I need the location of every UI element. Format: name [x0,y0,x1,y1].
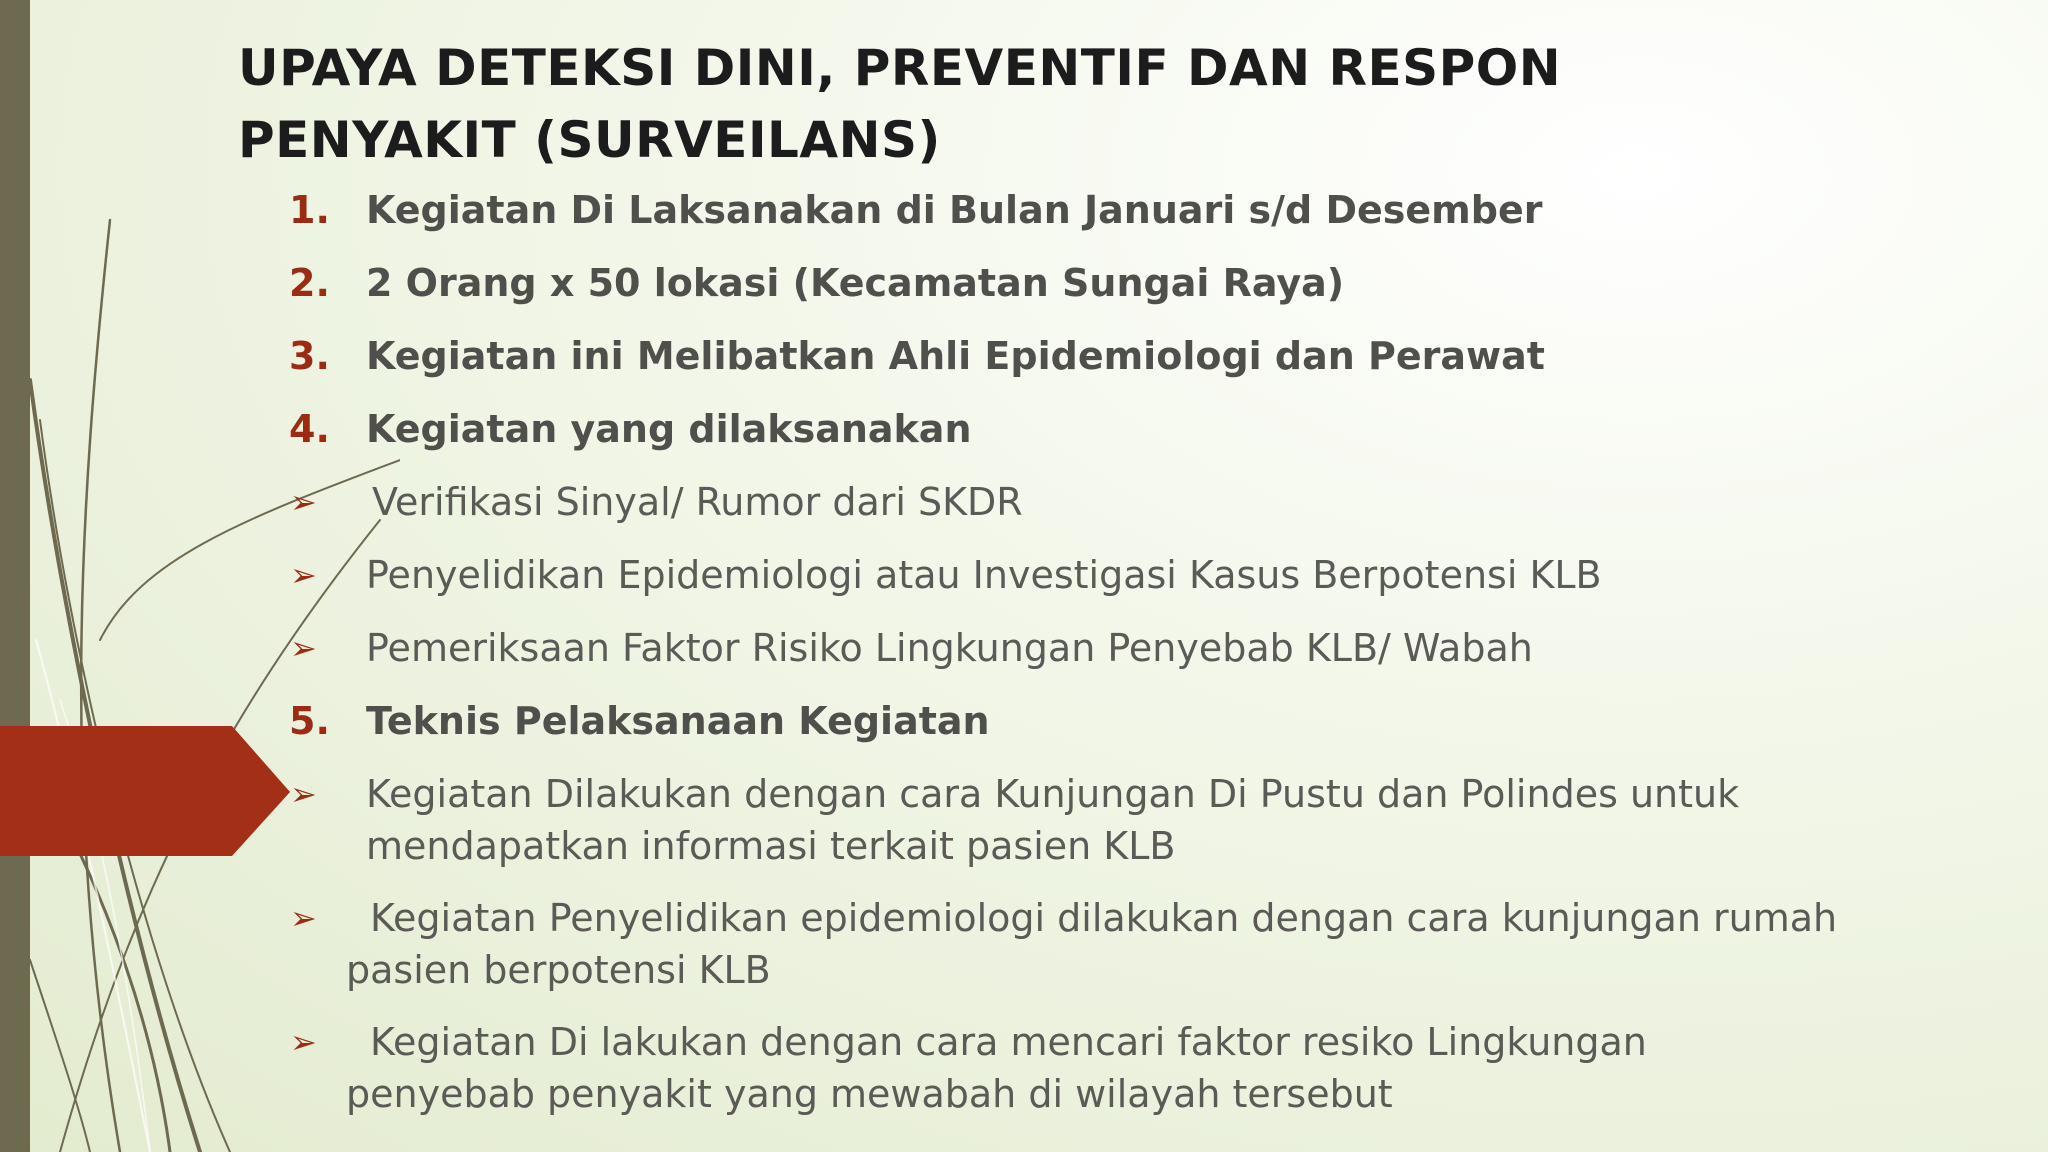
item-number: 4. [289,407,330,451]
item-text: Teknis Pelaksanaan Kegiatan [366,699,990,743]
arrow-bullet-icon: ➢ [290,1023,317,1061]
slide-title-line-1: UPAYA DETEKSI DINI, PREVENTIF DAN RESPON [238,39,1562,97]
bullet-text: Verifikasi Sinyal/ Rumor dari SKDR [372,480,1023,524]
item-text: Kegiatan yang dilaksanakan [366,407,972,451]
bullet-text: Kegiatan Penyelidikan epidemiologi dilakukan dengan cara kunjungan rumah pasien berpotensi KLB [346,896,1838,992]
bullet-text: Penyelidikan Epidemiologi atau Investigasi Kasus Berpotensi KLB [366,553,1602,597]
bullet-text: Kegiatan Di lakukan dengan cara mencari faktor resiko Lingkungan penyebab penyakit yang mewabah di wilayah tersebut [346,1020,1647,1116]
slide-title [238,32,1738,176]
bullet-text: Pemeriksaan Faktor Risiko Lingkungan Penyebab KLB/ Wabah [366,626,1533,670]
bullet-text: Kegiatan Dilakukan dengan cara Kunjungan Di Pustu dan Polindes untuk mendapatkan informasi terkait pasien KLB [366,772,1740,868]
item-number: 2. [289,261,330,305]
arrow-bullet-icon: ➢ [290,899,317,937]
arrow-bullet-icon: ➢ [290,629,317,667]
arrow-bullet-icon: ➢ [290,483,317,521]
item-number: 3. [289,334,330,378]
item-number: 5. [289,699,330,743]
item-text: Kegiatan ini Melibatkan Ahli Epidemiologi dan Perawat [366,334,1545,378]
item-number: 1. [289,188,330,232]
item-text: Kegiatan Di Laksanakan di Bulan Januari s/d Desember [366,188,1543,232]
arrow-bullet-icon: ➢ [290,556,317,594]
arrow-bullet-icon: ➢ [290,775,317,813]
slide-title-line-2: PENYAKIT (SURVEILANS) [238,111,941,169]
item-text: 2 Orang x 50 lokasi (Kecamatan Sungai Raya) [366,261,1345,305]
